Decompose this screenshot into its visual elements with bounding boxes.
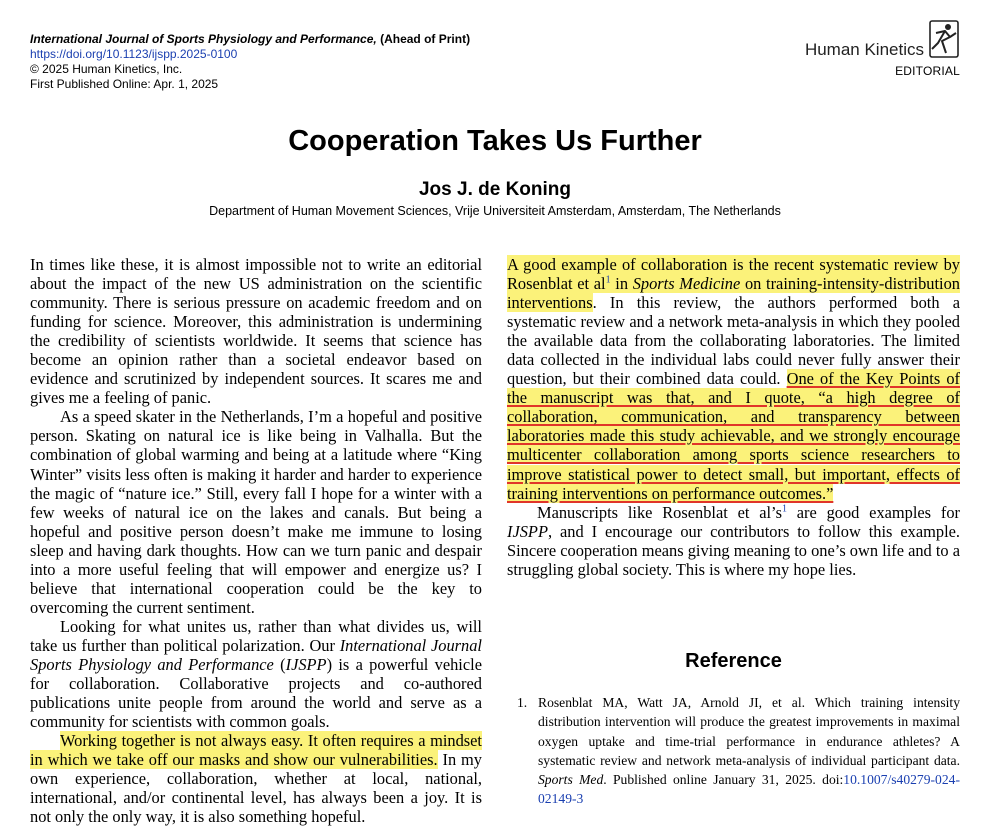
publisher-brand: [805, 18, 960, 78]
highlighted-text: Working together is not always easy. It often requires a mindset in which we take off our masks and show our vulnerabilities.: [30, 731, 482, 770]
copyright: © 2025 Human Kinetics, Inc.: [30, 62, 183, 76]
journal-name: International Journal Sports Physiology and Performance: [30, 635, 482, 674]
citation-marker[interactable]: 1: [605, 274, 611, 286]
journal-name: Sports Medicine: [632, 274, 741, 294]
body-column-left: [30, 255, 482, 826]
paragraph-continued: A good example of collaboration is the recent systematic review by Rosenblat et $al^1$ in Sports Medicine on training-intensity-distribution interventions. In this review, the authors performed both a systematic review and a network meta-analysis in which they pooled the available data from the collaborating laboratories. The limited data collected in the individual labs could never fully answer their question, but their combined data could. One of the Key Points of the manuscript was that, and I quote, “a high degree of collaboration, communication, and transparency between laboratories made this study achievable, and we strongly encourage multicenter collaboration among sports science researchers to improve statistical power to detect small, but important, effects of training interventions on performance outcomes.”: [507, 255, 960, 503]
paragraph: As a speed skater in the Netherlands, I’m a hopeful and positive person. Skating on natural ice is like being in Valhalla. But the combination of global warming and being at a latitude where “King Winter” visits less often is making it harder and harder to experience the magic of “nature ice.” Still, every fall I hope for a winter with a few weeks of natural ice on the lakes and canals. But being a hopeful and positive person doesn’t make me immune to losing sleep and having dark thoughts. How can we turn panic and despair into a more useful feeling that will empower and energize us? I believe that international cooperation could be the key to overcoming the current sentiment.: [30, 407, 482, 617]
references-heading: Reference: [685, 650, 782, 672]
paragraph: Looking for what unites us, rather than what divides us, will take us further than political polarization. Our International Journal Sports Physiology and Performance (IJSPP) is a powerful vehicle for collaboration. Collaborative projects and co-authored publications unite people from around the world and serve as a community for scientists with common goals.: [30, 616, 482, 732]
article-type: EDITORIAL: [895, 64, 960, 78]
article-header: [30, 32, 470, 92]
author-name: Jos J. de Koning: [418, 179, 572, 200]
published-date: First Published Online: Apr. 1, 2025: [30, 77, 219, 91]
reference-item: 1. Rosenblat MA, Watt JA, Arnold JI, et al. Which training intensity distribution intervention will produce the greatest improvements in maximal oxygen uptake and time-trial performance in endurance athletes? A systematic review and network meta-analysis of individual participant data. Sports Med. Published online January 31, 2025. doi:10.1007/s40279-024-02149-3: [517, 695, 960, 807]
reference-number: 1.: [517, 695, 528, 710]
highlighted-text: A good example of collaboration is the recent systematic review by Rosenblat et $al^1$ in Sports Medicine on training-intensity-distribution interventions: [507, 255, 960, 313]
journal-name: Sports Med: [538, 772, 604, 788]
reference-doi-link[interactable]: 10.1007/s40279-024-02149-3: [538, 772, 960, 807]
reference-list: [517, 693, 960, 809]
paragraph: Manuscripts like Rosenblat et $al’s^1$ are good examples for IJSPP, and I encourage our contributors to follow this example. Sincere cooperation means giving meaning to one’s own life and to a struggling global society. This is where my hope lies.: [507, 502, 960, 579]
journal-name: International Journal of Sports Physiology and Performance,: [30, 32, 377, 46]
human-kinetics-logo-icon: [928, 19, 960, 59]
publisher-name: Human Kinetics: [804, 40, 924, 59]
paragraph: Working together is not always easy. It often requires a mindset in which we take off our masks and show our vulnerabilities. In my own experience, collaboration, whether at local, national, international, and/or continental level, has always been a joy. It is not only the only way, it is also something hopeful.: [30, 731, 482, 827]
citation-marker[interactable]: 1: [781, 503, 787, 515]
doi-link[interactable]: https://doi.org/10.1123/ijspp.2025-0100: [30, 47, 238, 61]
highlighted-quote: One of the Key Points of the manuscript was that, and I quote, “a high degree of collaboration, communication, and transparency between laboratories made this study achievable, and we strongly encourage multicenter collaboration among sports science researchers to improve statistical power to detect small, but important, effects of training interventions on performance outcomes.”: [507, 369, 960, 503]
body-column-right: [507, 255, 960, 579]
paragraph: In times like these, it is almost impossible not to write an editorial about the impact of the new US administration on the scientific community. There is serious pressure on academic freedom and on funding for science. Moreover, this administration is undermining the credibility of scientists worldwide. It seems that science has become an opinion rather than a societal endeavor based on evidence and scrutinized by independent sources. It scares me and gives me a feeling of panic.: [30, 255, 482, 408]
journal-abbreviation: IJSPP: [507, 521, 548, 541]
author-affiliation: Department of Human Movement Sciences, Vrije Universiteit Amsterdam, Amsterdam, The Netherlands: [209, 204, 781, 218]
print-status: (Ahead of Print): [380, 32, 471, 46]
journal-abbreviation: IJSPP: [285, 654, 327, 674]
journal-line: [30, 32, 470, 47]
article-title: Cooperation Takes Us Further: [288, 125, 702, 157]
